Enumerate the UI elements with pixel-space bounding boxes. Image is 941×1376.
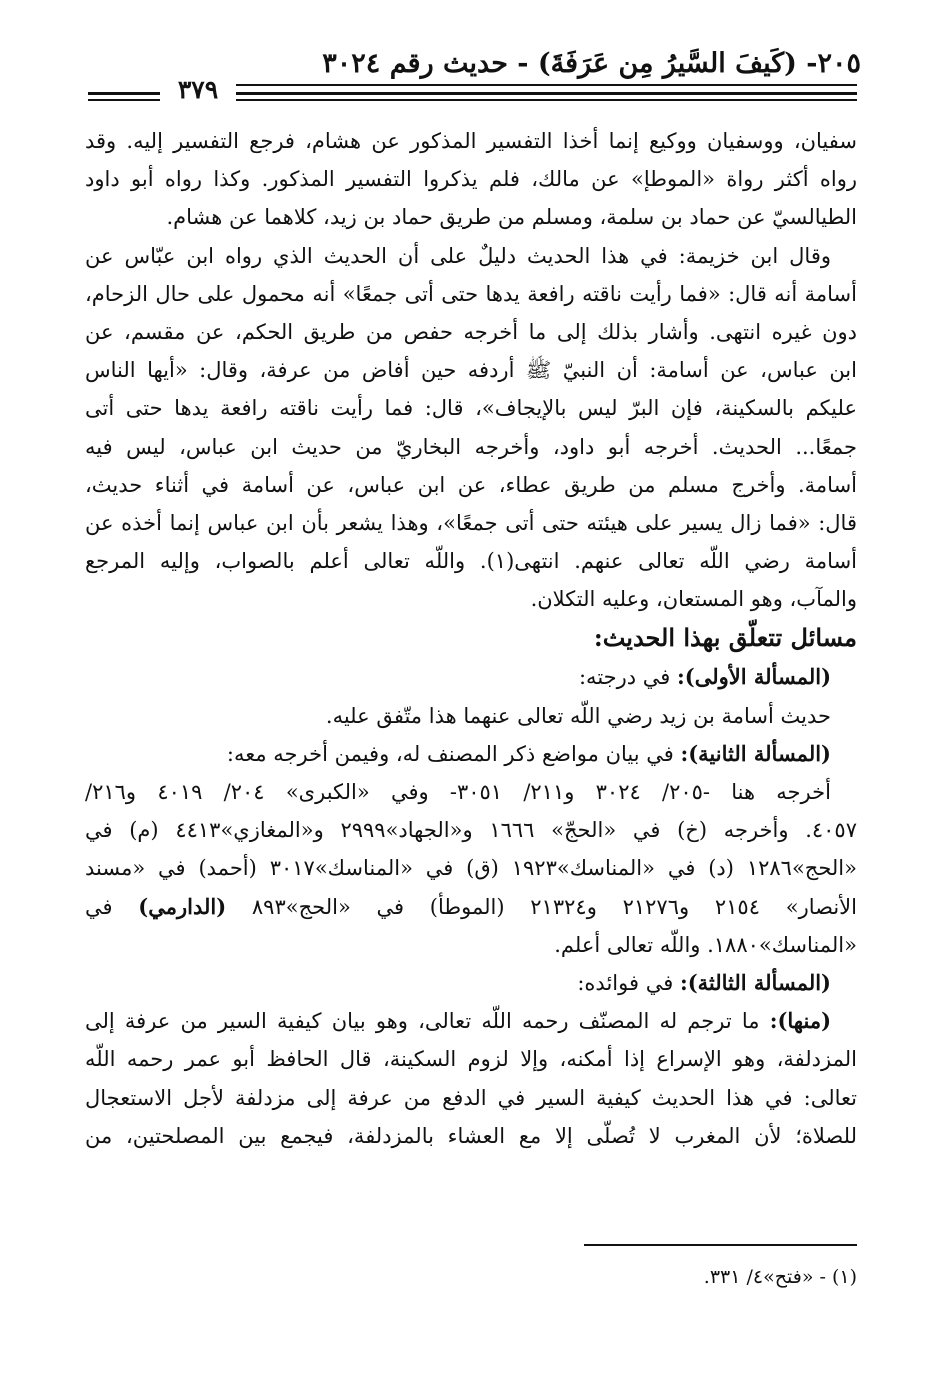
section-heading: مسائل تتعلّق بهذا الحديث: [593,623,857,653]
issue-1-title: في درجته: [578,665,671,690]
darimi-label: (الدارمي) [138,893,227,919]
text-line: ٤٠٥٧. وأخرجه (خ) في «الحجّ» ١٦٦٦ و«الجهاد»٢٩٩٩ و«المغازي»٤٤١٣ (م) في [85,818,857,843]
header-rule [236,84,857,86]
text-line: والمآب، وهو المستعان، وعليه التكلان. [530,587,857,612]
text-line: وقال ابن خزيمة: في هذا الحديث دليلٌ على أن الحديث الذي رواه ابن عبّاس عن [85,243,831,268]
issue-1-text: حديث أسامة بن زيد رضي اللّه تعالى عنهما هذا متّفق عليه. [325,703,831,728]
page-number-rule-lower [88,99,160,101]
text-line: «المناسك»١٨٨٠. واللّه تعالى أعلم. [554,932,857,957]
text-line: الطيالسيّ عن حماد بن سلمة، ومسلم من طريق حماد بن زيد، كلاهما عن هشام. [166,205,857,230]
issue-2-title: في بيان مواضع ذكر المصنف له، وفيمن أخرجه معه: [226,741,674,766]
text-line [85,888,857,926]
issue-2-heading [85,735,857,773]
text-line: المزدلفة، وهو الإسراع إذا أمكنه، وإلا لزوم السكينة، قال الحافظ أبو عمر رحمه اللّه [85,1047,857,1072]
citation-text: الأنصار» ٢١٥٤ و٢١٢٧٦ و٢١٣٢٤ (الموطأ) في «الحج»٨٩٣ [251,894,857,919]
text-line: أخرجه هنا -٢٠٥/ ٣٠٢٤ و٢١١/ ٣٠٥١- وفي «الكبرى» ٢٠٤/ ٤٠١٩ و٢١٦/ [85,780,831,804]
benefit-label: (منها): [769,1008,832,1034]
text-line: «الحج»١٢٨٦ (د) في «المناسك»١٩٢٣ (ق) في «المناسك»٣٠١٧ (أحمد) في «مسند [85,856,857,881]
footnote-rule [584,1244,857,1246]
issue-3-title: في فوائده: [577,970,674,995]
page-number: ٣٧٩ [177,75,219,104]
text-line: أسامة أنه قال: «فما رأيت ناقته رافعة يدها حتى أتى جمعًا» أنه محمول على حال الزحام، [85,281,857,306]
text-line: تعالى: في هذا الحديث كيفية السير في الدفع من عرفة إلى مزدلفة لأجل الاستعجال [85,1085,857,1110]
text-line: رواه أكثر رواة «الموطإ» عن مالك، فلم يذكروا التفسير المذكور. وكذا رواه أبو داود [85,167,857,192]
text-line [85,1002,857,1040]
text-line: للصلاة؛ لأن المغرب لا تُصلّى إلا مع العشاء بالمزدلفة، فيجمع بين المصلحتين، من [85,1123,857,1148]
benefit-text: ما ترجم له المصنّف رحمه اللّه تعالى، وهو بيان كيفية السير من عرفة إلى [85,1009,760,1034]
citation-text: في [85,894,113,919]
text-line: جمعًا... الحديث. أخرجه أبو داود، وأخرجه البخاريّ من حديث ابن عباس، ليس فيه [85,434,857,459]
text-line: أسامة رضي اللّه تعالى عنهم. انتهى(١). واللّه تعالى أعلم بالصواب، وإليه المرجع [85,549,858,574]
issue-2-label: (المسألة الثانية): [680,740,831,766]
text-line: سفيان، ووسفيان ووكيع إنما أخذا التفسير المذكور عن هشام، فرجع التفسير إليه. وقد [85,129,857,153]
text-line: ابن عباس، عن أسامة: أن النبيّ ﷺ أردفه حين أفاض من عرفة، وقال: «أيها الناس [85,358,857,383]
text-line: عليكم بالسكينة، فإن البرّ ليس بالإيجاف»، قال: فما رأيت ناقته رافعة يدها حتى أتى [85,396,857,421]
main-text [85,122,857,1155]
page-number-rule-upper [88,92,160,95]
text-line: دون غيره انتهى. وأشار بذلك إلى ما أخرجه حفص من طريق الحكم، عن مقسم، عن [85,319,857,344]
footnote: (١) - «فتح»٤/ ٣٣١. [703,1266,857,1288]
issue-1-heading [85,658,857,696]
header-double-rule-upper [236,92,857,95]
text-line: أسامة. وأخرج مسلم من طريق عطاء، عن ابن عباس، عن أسامة في أثناء حديث، [85,472,857,497]
issue-1-label: (المسألة الأولى): [677,664,831,690]
running-header-title: ٢٠٥- (كَيفَ السَّيرُ مِن عَرَفَةَ) - حديث رقم ٣٠٢٤ [322,48,861,79]
header-double-rule-lower [236,99,857,101]
issue-3-label: (المسألة الثالثة): [679,969,831,995]
text-line: قال: «فما زال يسير على هيئته حتى أتى جمعًا»، وهذا يشعر بأن ابن عباس إنما أخذه عن [85,510,857,535]
issue-3-heading [85,964,857,1002]
